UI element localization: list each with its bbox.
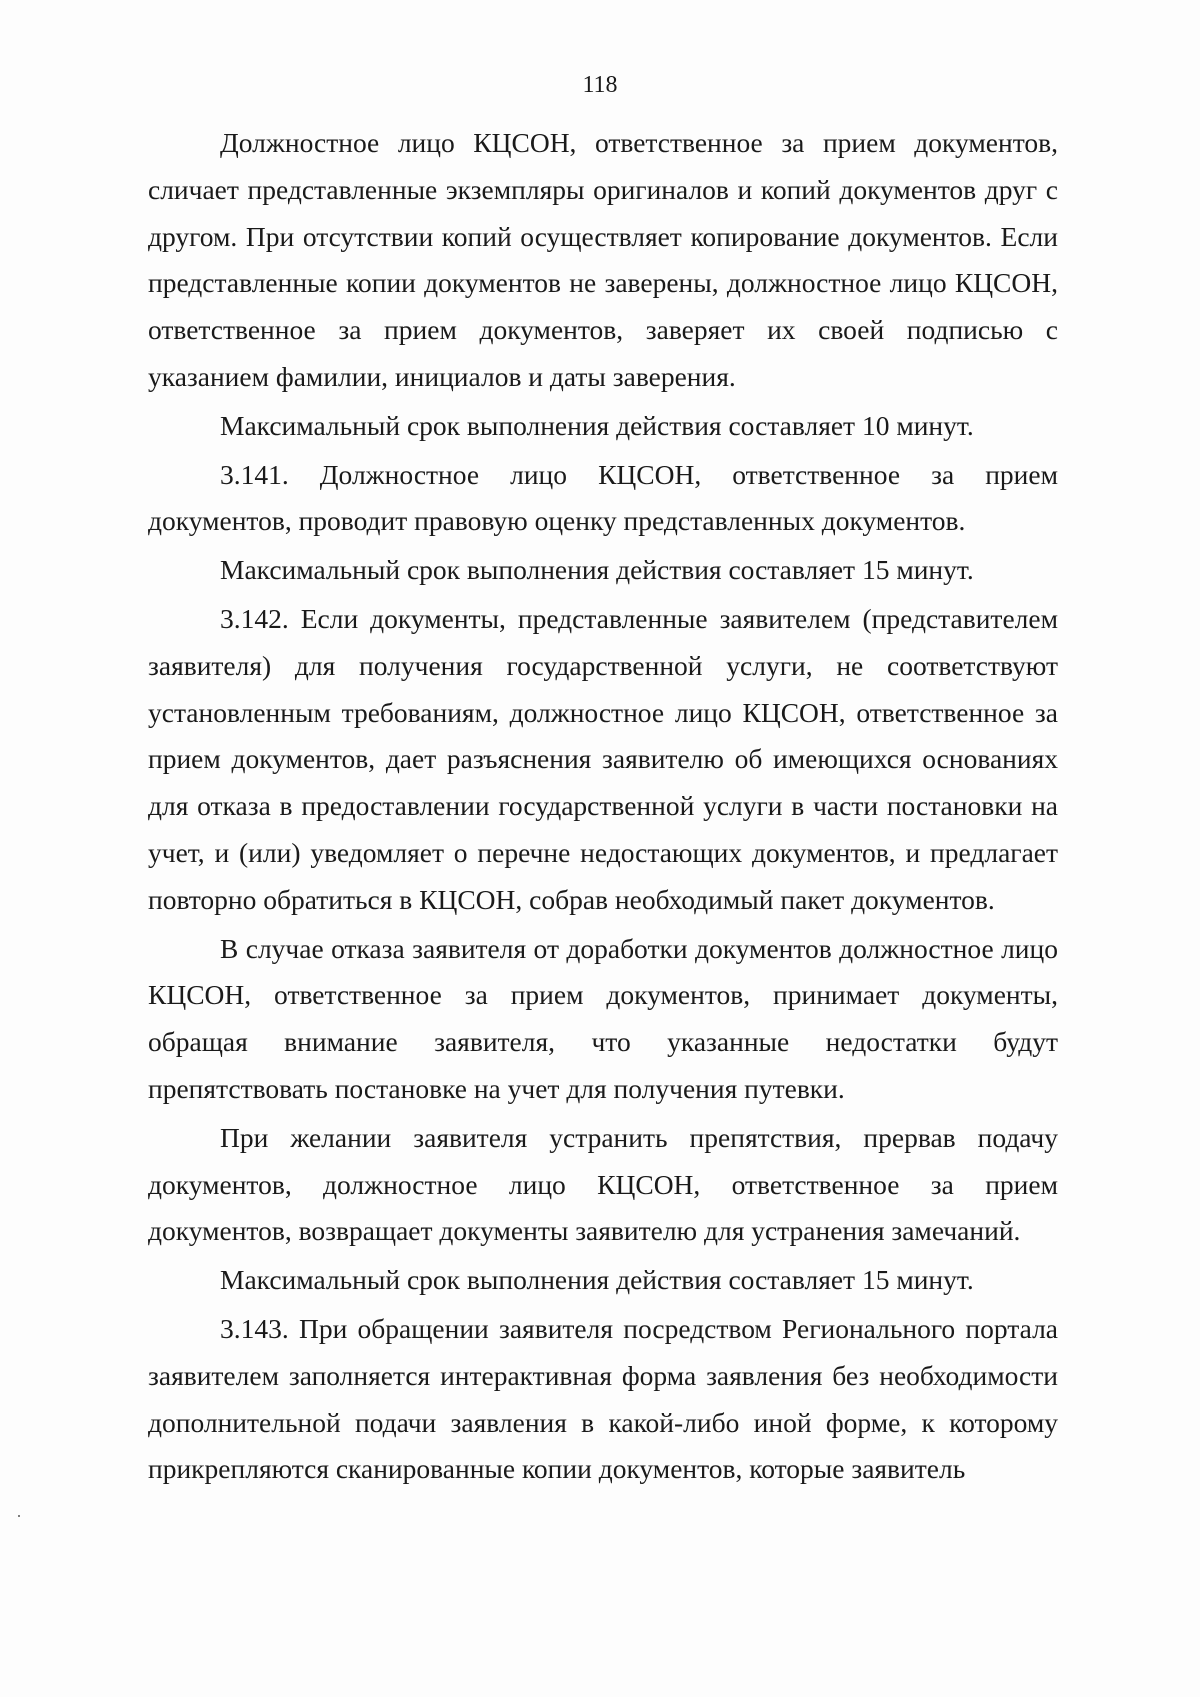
paragraph-time-limit-10: Максимальный срок выполнения действия составляет 10 минут.: [220, 409, 974, 441]
paragraph-time-limit-15-b: Максимальный срок выполнения действия составляет 15 минут.: [220, 1264, 974, 1296]
paragraph-time-limit-15-a: Максимальный срок выполнения действия составляет 15 минут.: [220, 554, 974, 586]
paragraph-document-verification: Должностное лицо КЦСОН, ответственное за прием документов, сличает представленные экземпляры оригиналов и копий документов друг с другом. При отсутствии копий осуществляет копирование документов. Если представленные копии документов не заверены, должностное лицо КЦСОН, ответственное за прием документов, заверяет их своей подписью с указанием фамилии, инициалов и даты заверения.: [148, 127, 1058, 392]
page-number: 118: [582, 72, 618, 98]
paragraph-3-143: 3.143. При обращении заявителя посредством Регионального портала заявителем заполняется интерактивная форма заявления без необходимости дополнительной подачи заявления в какой-либо иной форме, к которому прикрепляются сканированные копии документов, которые заявитель: [148, 1312, 1058, 1485]
paragraph-refusal-case: В случае отказа заявителя от доработки документов должностное лицо КЦСОН, ответственное за прием документов, принимает документы, обращая внимание заявителя, что указанные недостатки будут препятствовать постановке на учет для получения путевки.: [148, 932, 1058, 1104]
scan-speck: [18, 1515, 20, 1517]
paragraph-3-141: 3.141. Должностное лицо КЦСОН, ответственное за прием документов, проводит правовую оценку представленных документов.: [148, 458, 1058, 537]
paragraph-3-142: 3.142. Если документы, представленные заявителем (представителем заявителя) для получения государственной услуги, не соответствуют установленным требованиям, должностное лицо КЦСОН, ответственное за прием документов, дает разъяснения заявителю об имеющихся основаниях для отказа в предоставлении государственной услуги в части постановки на учет, и (или) уведомляет о перечне недостающих документов, и предлагает повторно обратиться в КЦСОН, собрав необходимый пакет документов.: [148, 602, 1058, 915]
document-body: [148, 120, 1058, 1495]
paragraph-return-documents: При желании заявителя устранить препятствия, прервав подачу документов, должностное лицо КЦСОН, ответственное за прием документов, возвращает документы заявителю для устранения замечаний.: [148, 1121, 1058, 1247]
